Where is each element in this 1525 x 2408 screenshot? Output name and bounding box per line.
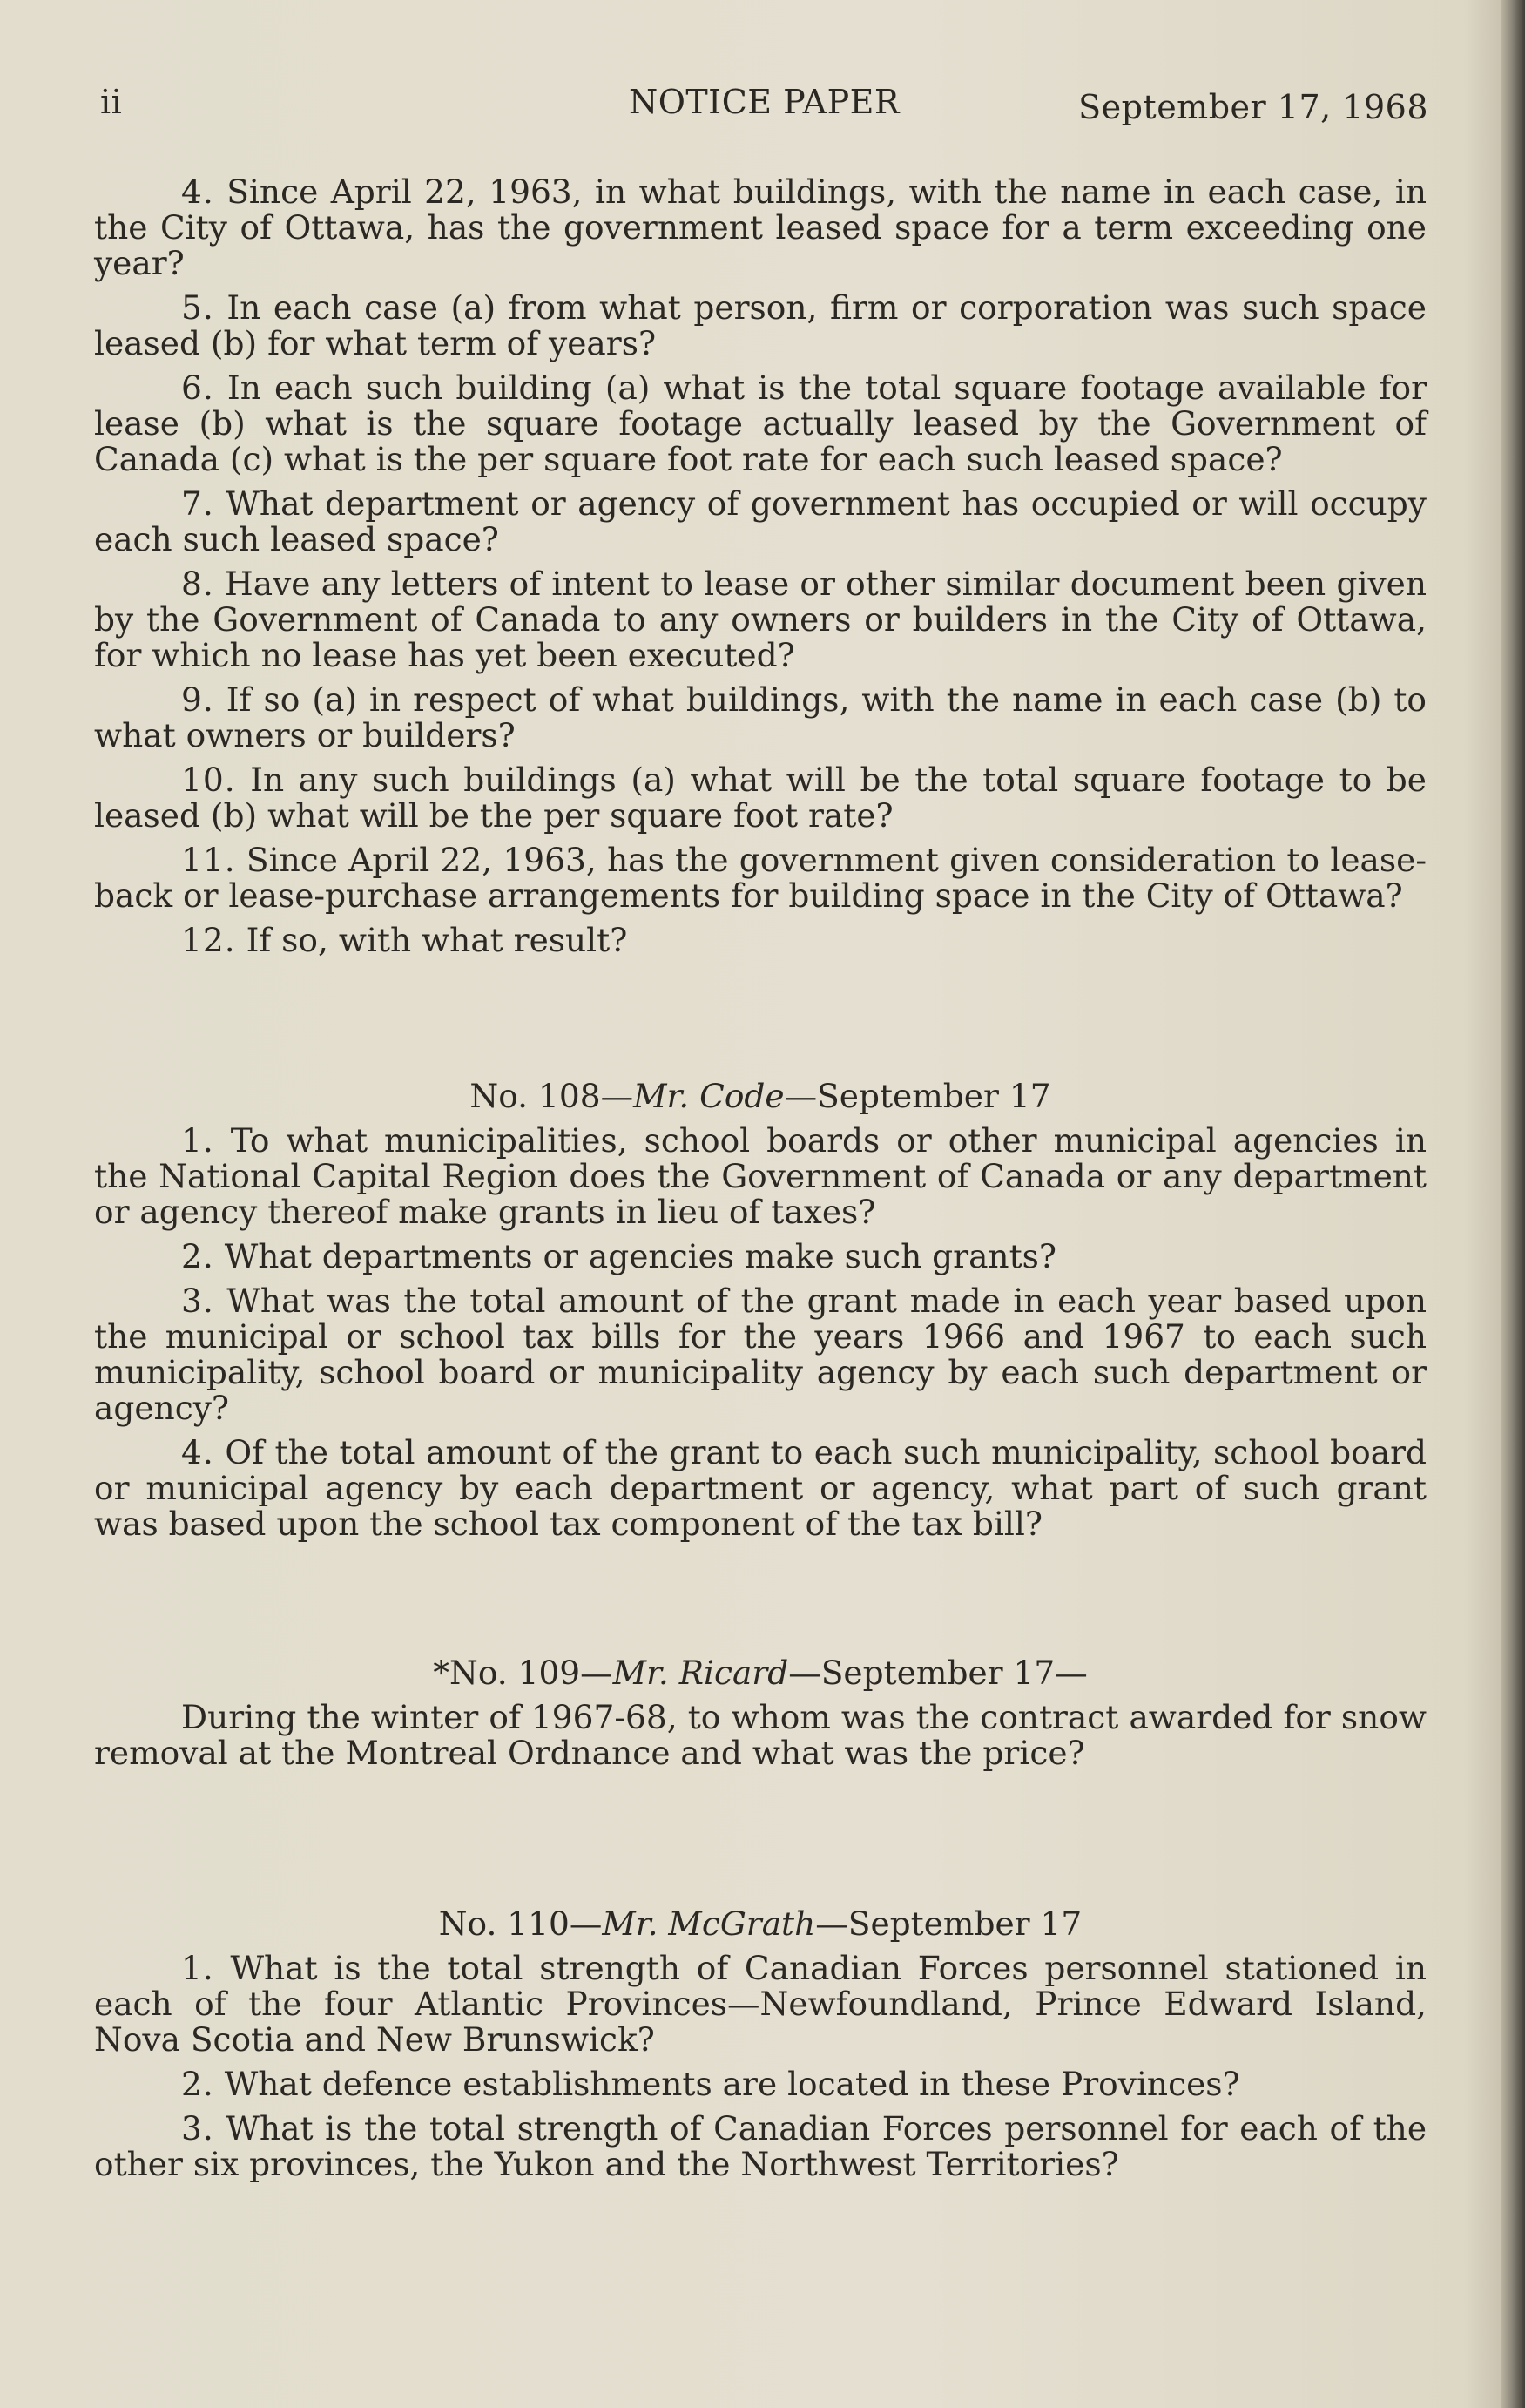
question: 3. What was the total amount of the grant made in each year based upon the municipal or school tax bills for the years 1966 and 1967 to each such municipality, school board or municipality agency by each such department or agency?	[94, 1282, 1427, 1427]
question: 10. In any such buildings (a) what will be the total square footage to be leased (b) what will be the per square foot rate?	[94, 761, 1427, 835]
page-header	[100, 83, 1428, 135]
question: 1. What is the total strength of Canadian Forces personnel stationed in each of the four Atlantic Provinces—Newfoundland, Prince Edward Island, Nova Scotia and New Brunswick?	[94, 1949, 1427, 2059]
document-body	[94, 174, 1427, 2191]
question: 5. In each case (a) from what person, firm or corporation was such space leased (b) for what term of years?	[94, 288, 1427, 362]
question: 9. If so (a) in respect of what buildings, with the name in each case (b) to what owners or builders?	[94, 680, 1427, 754]
book-spine-shadow	[1501, 0, 1525, 2408]
section-heading: No. 108—Mr. Code—September 17	[469, 1077, 1051, 1115]
question: 3. What is the total strength of Canadian Forces personnel for each of the other six provinces, the Yukon and the Northwest Territories?	[94, 2109, 1427, 2183]
question: 12. If so, with what result?	[181, 921, 628, 959]
page-title: NOTICE PAPER	[628, 83, 901, 121]
question: 1. To what municipalities, school boards or other municipal agencies in the National Capital Region does the Government of Canada or any department or agency thereof make grants in lieu of taxes?	[94, 1121, 1427, 1231]
question: 7. What department or agency of government has occupied or will occupy each such leased space?	[94, 484, 1427, 558]
question: 2. What defence establishments are located in these Provinces?	[181, 2065, 1240, 2103]
section-heading: No. 110—Mr. McGrath—September 17	[438, 1904, 1083, 1943]
continued-questions	[94, 174, 1427, 958]
section-heading: *No. 109—Mr. Ricard—September 17—	[433, 1654, 1088, 1692]
section-no-109	[94, 1655, 1427, 1771]
section-no-108	[94, 1079, 1427, 1542]
question: 11. Since April 22, 1963, has the government given consideration to lease-back or lease-purchase arrangements for building space in the City of Ottawa?	[94, 841, 1427, 915]
question: During the winter of 1967-68, to whom was the contract awarded for snow removal at the Montreal Ordnance and what was the price?	[94, 1698, 1427, 1772]
question: 4. Of the total amount of the grant to each such municipality, school board or municipal agency by each department or agency, what part of such grant was based upon the school tax component of the tax bill?	[94, 1433, 1427, 1543]
header-date: September 17, 1968	[1078, 88, 1428, 126]
question: 2. What departments or agencies make such grants?	[181, 1237, 1057, 1275]
question: 4. Since April 22, 1963, in what buildings, with the name in each case, in the City of Ottawa, has the government leased space for a term exceeding one year?	[94, 172, 1427, 282]
page-number: ii	[100, 83, 123, 121]
question: 6. In each such building (a) what is the total square footage available for lease (b) what is the square footage actually leased by the Government of Canada (c) what is the per square foot rate for each such leased space?	[94, 369, 1427, 478]
section-no-110	[94, 1906, 1427, 2182]
question: 8. Have any letters of intent to lease or other similar document been given by the Government of Canada to any owners or builders in the City of Ottawa, for which no lease has yet been executed?	[94, 565, 1427, 674]
